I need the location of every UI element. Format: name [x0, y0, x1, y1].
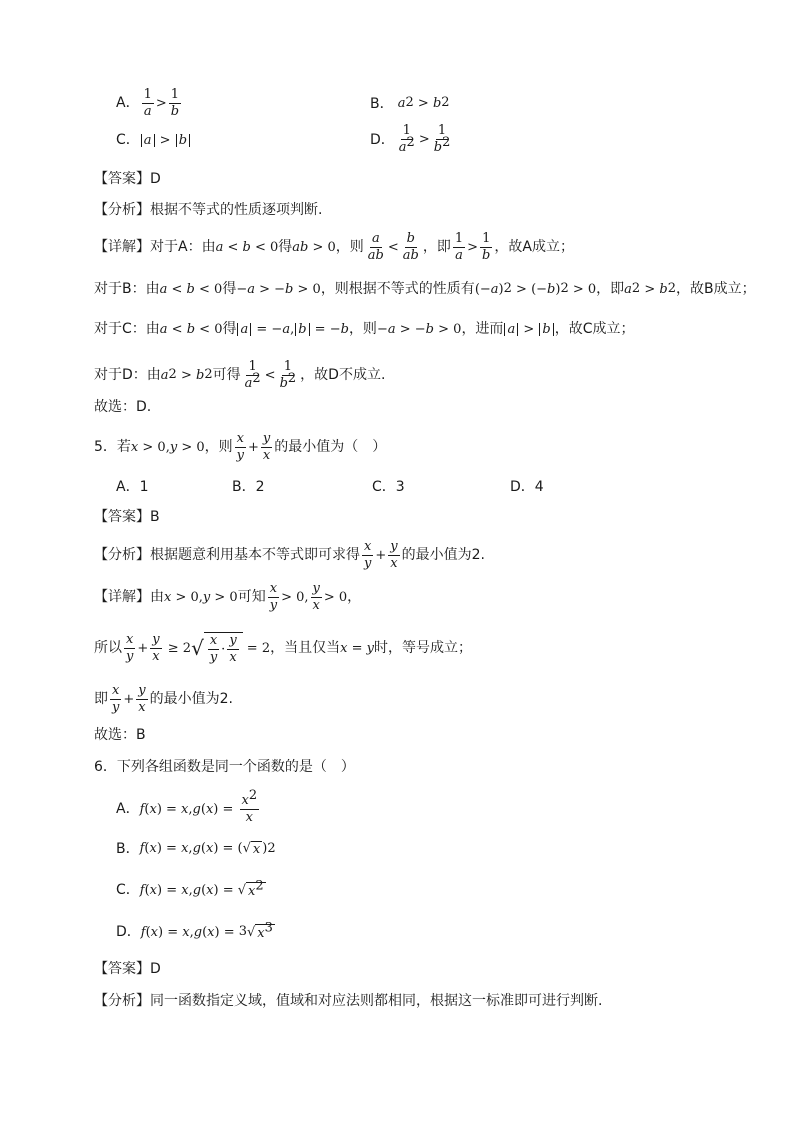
q6-option-d: D． f ( x ) = x , g ( x ) = 3 √ $x^3$ [116, 920, 273, 941]
q5-stem: 5．若 x > 0, y > 0 ，则 $\frac{x}{y}$ + $\frac{y}{x}$ 的最小值为（ ） [94, 431, 387, 463]
q5-option-b: B．2 [232, 479, 265, 495]
q4-conclusion: 故选：D. [94, 399, 152, 415]
q5-option-c: C．3 [372, 479, 405, 495]
q4-detail-b: 对于B：由 a < b < 0 得 − a > − b > 0 ，则根据不等式的性质有 (− a ) 2 > (− b ) 2 > 0 ，即 a 2 > b 2 ，故B成立； [94, 281, 756, 297]
q4-option-a: A． $\frac{1}{a}$ > $\frac{1}{b}$ [116, 87, 180, 119]
q6-stem: 6．下列各组函数是同一个函数的是（ ） [94, 759, 355, 775]
q6-option-a: A． f ( x ) = x , g ( x ) = $\frac{x^2}{x}$ [116, 788, 258, 825]
q4-option-d: D． $\frac{1}{a^2}$ > $\frac{1}{b^2}$ [370, 123, 451, 155]
q5-conclusion: 故选：B [94, 727, 146, 743]
q6-option-c: C． f ( x ) = x , g ( x ) = √ $x^2$ [116, 878, 264, 899]
q5-ie: 即 $\frac{x}{y}$ + $\frac{y}{x}$ 的最小值为2. [94, 683, 233, 715]
q5-option-a: A．1 [116, 479, 149, 495]
q6-answer: 【答案】 D [94, 961, 161, 977]
q5-option-d: D．4 [510, 479, 544, 495]
q5-detail: 【详解】 由 x > 0, y > 0 可知 $\frac{x}{y}$ > 0, $\frac{y}{x}$ > 0 ， [94, 581, 362, 613]
q6-analysis: 【分析】 同一函数指定义域，值域和对应法则都相同，根据这一标准即可进行判断. [94, 993, 603, 1009]
q6-option-b: B． f ( x ) = x , g ( x ) = (√ x ) 2 [116, 840, 276, 857]
q4-analysis: 【分析】 根据不等式的性质逐项判断. [94, 202, 323, 218]
q4-answer: 【答案】 D [94, 171, 161, 187]
q5-analysis: 【分析】 根据题意利用基本不等式即可求得 $\frac{x}{y}$ + $\frac{y}{x}$ 的最小值为2. [94, 539, 485, 571]
q5-so: 所以 $\frac{x}{y}$ + $\frac{y}{x}$ ≥ 2 √ $\frac{x}{y}$ · $\frac{y}{x}$ = 2 ，当且仅当 x = y 时，等号成立； [94, 632, 472, 665]
q4-detail-d: 对于D：由 a 2 > b 2 可得 $\frac{1}{a^2}$ < $\frac{1}{b^2}$ ，故D不成立. [94, 359, 386, 391]
q4-detail-a: 【详解】 对于A：由 a < b < 0 得 ab > 0 ，则 $\frac{a}{ab}$ < $\frac{b}{ab}$ ，即 $\frac{1}{a}$ > $\frac{1}{b}$ ，故A成立； [94, 231, 574, 263]
q4-detail-c: 对于C：由 a < b < 0 得 a = − a , b = − b ，则 − a > − b > 0 ，进而 a > b ，故C成立； [94, 321, 635, 337]
q4-option-c: C． a > b [116, 133, 191, 147]
q5-answer: 【答案】 B [94, 509, 160, 525]
q4-option-b: B． a 2 > b 2 [370, 95, 450, 112]
